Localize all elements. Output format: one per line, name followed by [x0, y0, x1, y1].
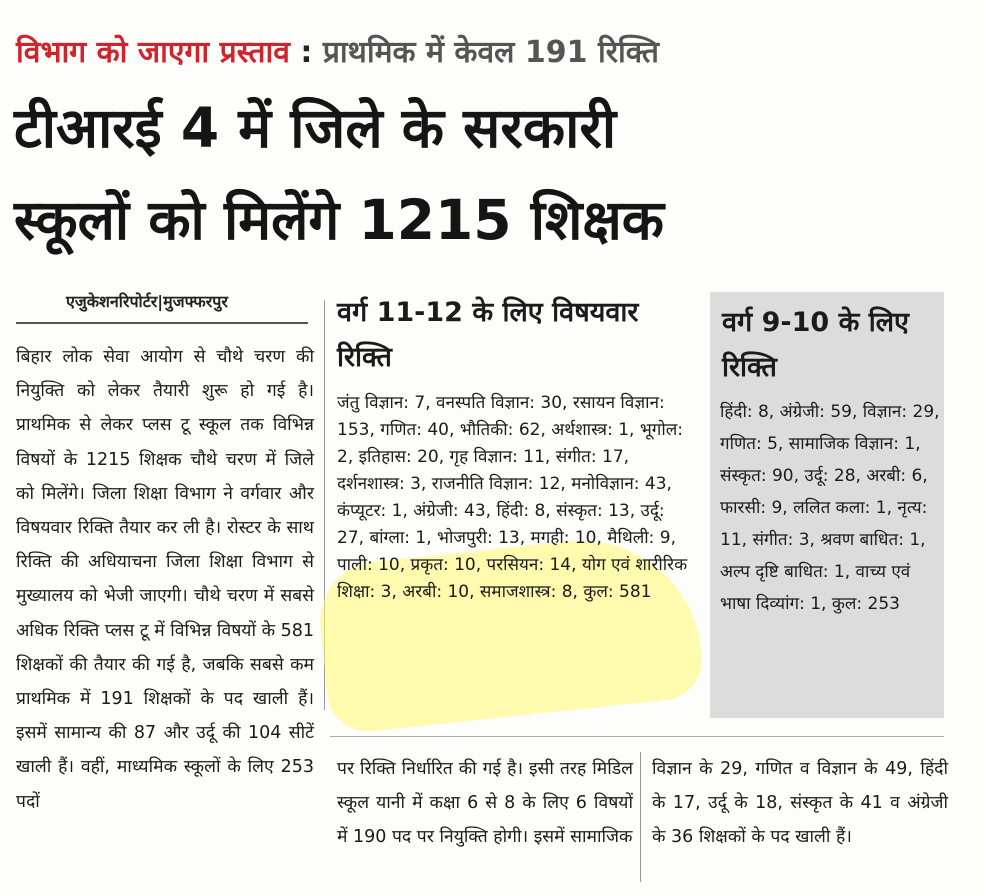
column-divider-2: [640, 752, 641, 882]
box-9-10-text: हिंदी: 8, अंग्रेजी: 59, विज्ञान: 29, गणित: 5, सामाजिक विज्ञान: 1, संस्कृत: 90, उर्दू: 28, अरबी: 6, फारसी: 9, ललित कला: 1, नृत्य: 11, संगीत: 3, श्रवण बाधित: 1, अल्प दृष्टि बाधित: 1, वाच्य एवं भाषा दिव्यांग: 1, कुल: 253: [720, 402, 940, 614]
article-left-column: बिहार लोक सेवा आयोग से चौथे चरण की नियुक्ति को लेकर तैयारी शुरू हो गई है। प्राथमिक से लेकर प्लस टू स्कूल तक विभिन्न विषयों के 1215 शिक्षक चौथे चरण में जिले को मिलेंगे। जिला शिक्षा विभाग ने वर्गवार और विषयवार रिक्ति तैयार कर ली है। रोस्टर के साथ रिक्ति की अधियाचना जिला शिक्षा विभाग से मुख्यालय को भेजी जाएगी। चौथे चरण में सबसे अधिक रिक्ति प्लस टू में विभिन्न विषयों के 581 शिक्षकों की तैयार की गई है, जबकि सबसे कम प्राथमिक में 191 शिक्षकों के पद खाली हैं। इसमें सामान्य की 87 और उर्दू की 104 सीटें खाली हैं। वहीं, माध्यमिक स्कूलों के लिए 253 पदों: [16, 347, 314, 812]
kicker-label: विभाग को जाएगा प्रस्ताव: [16, 35, 290, 70]
kicker-line: [16, 30, 976, 76]
box-11-12-title: वर्ग 11-12 के लिए विषयवार रिक्ति: [337, 297, 639, 373]
bottom-rule: [330, 736, 944, 737]
byline: एजुकेशनरिपोर्टर|मुजफ्फरपुर: [66, 292, 228, 311]
kicker-subtitle: प्राथमिक में केवल 191 रिक्ति: [322, 35, 659, 70]
headline-line-2: स्कूलों को मिलेंगे 1215 शिक्षक: [14, 188, 665, 252]
article-middle-column: पर रिक्ति निर्धारित की गई है। इसी तरह मिडिल स्कूल यानी में कक्षा 6 से 8 के लिए 6 विषयों में 190 पद पर नियुक्ति होगी। इसमें सामाजिक: [337, 759, 633, 847]
box-11-12-text: जंतु विज्ञान: 7, वनस्पति विज्ञान: 30, रसायन विज्ञान: 153, गणित: 40, भौतिकी: 62, अर्थशास्त्र: 1, भूगोल: 2, इतिहास: 20, गृह विज्ञान: 11, संगीत: 17, दर्शनशास्त्र: 3, राजनीति विज्ञान: 12, मनोविज्ञान: 43, कंप्यूटर: 1, अंग्रेजी: 43, हिंदी: 8, संस्कृत: 13, उर्दू: 27, बांग्ला: 1, भोजपुरी: 13, मगही: 10, मैथिली: 9, पाली: 10, प्रकृत: 10, परसियन: 14, योग एवं शारीरिक शिक्षा: 3, अरबी: 10, समाजशास्त्र: 8, कुल: 581: [337, 393, 688, 602]
byline-rule: [16, 322, 308, 324]
headline-line-1: टीआरई 4 में जिले के सरकारी: [14, 96, 617, 160]
box-9-10-title: वर्ग 9-10 के लिए रिक्ति: [722, 307, 909, 383]
article-right-column: विज्ञान के 29, गणित व विज्ञान के 49, हिंदी के 17, उर्दू के 18, संस्कृत के 41 व अंग्रेजी के 36 शिक्षकों के पद खाली हैं।: [652, 759, 948, 847]
headline: [14, 82, 974, 266]
kicker-separator: :: [289, 35, 323, 70]
